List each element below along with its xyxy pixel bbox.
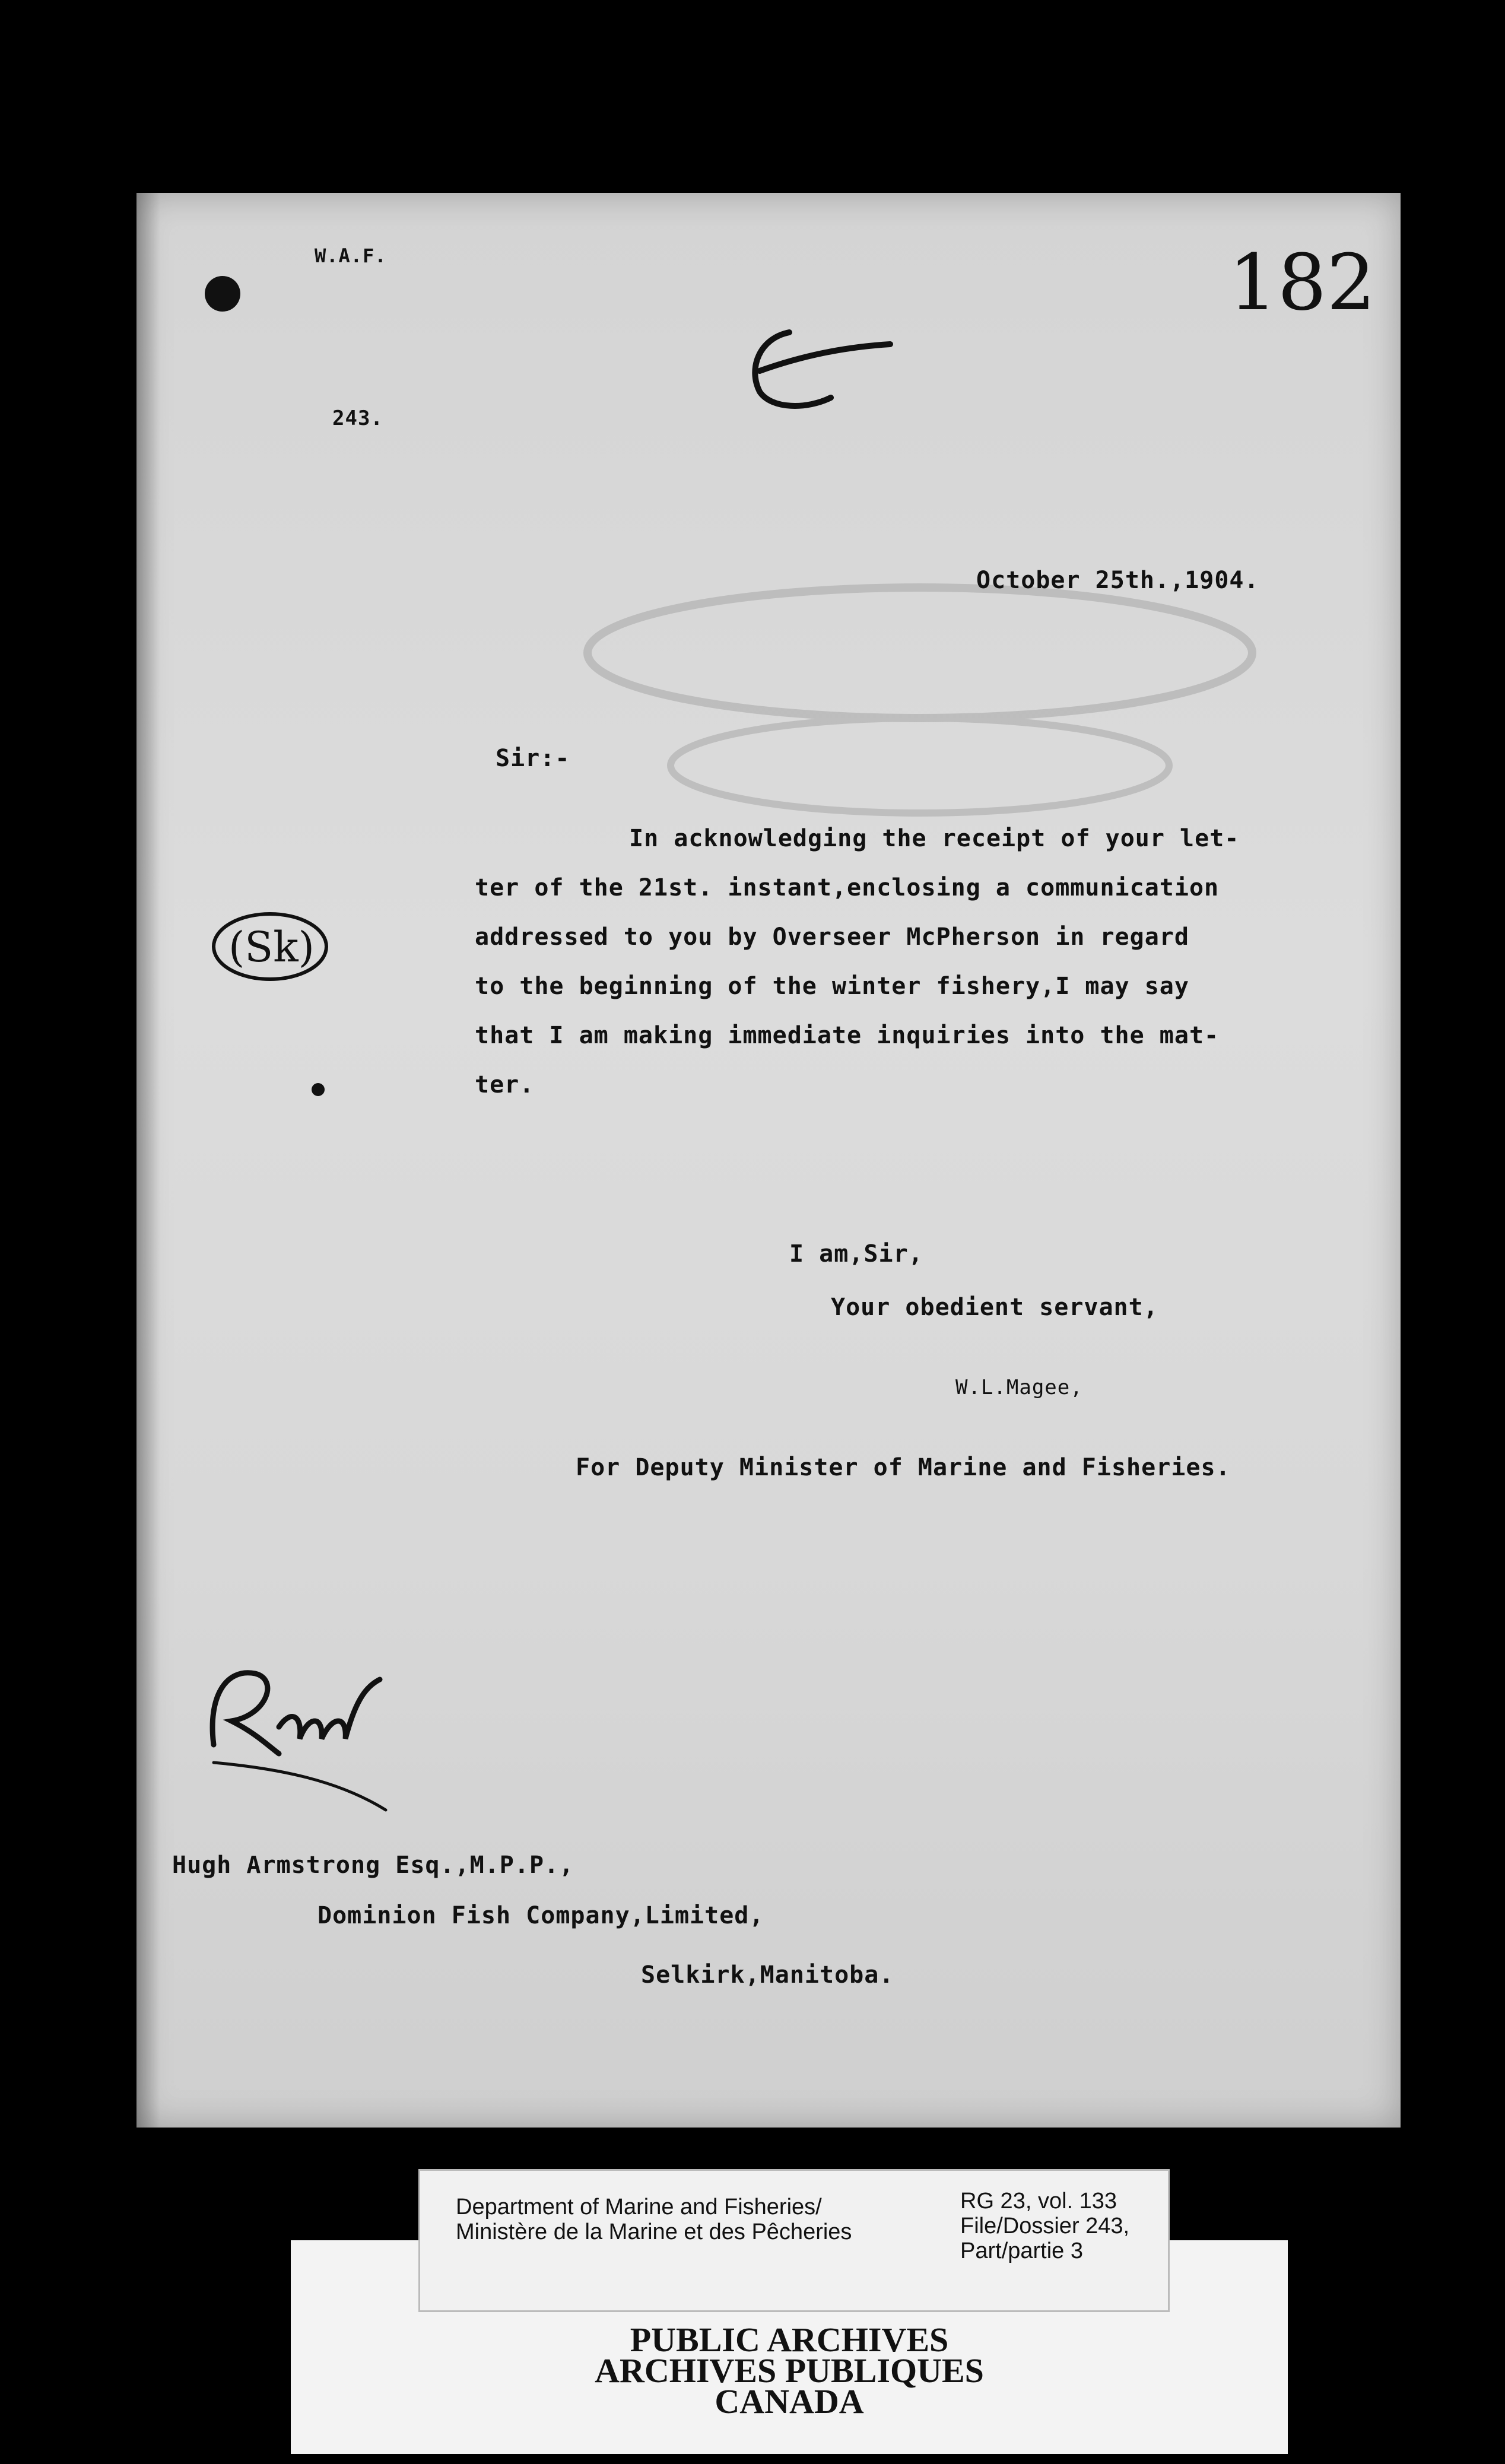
addressee-location: Selkirk,Manitoba. <box>641 1961 894 1989</box>
handwritten-e-mark <box>724 320 902 439</box>
body-line-1: In acknowledging the receipt of your let- <box>629 825 1240 852</box>
body-line-5: that I am making immediate inquiries into the mat- <box>475 1022 1220 1049</box>
closing-line-1: I am,Sir, <box>789 1240 923 1268</box>
letter-date: October 25th.,1904. <box>976 567 1259 594</box>
file-number: 243. <box>332 407 383 430</box>
page-number: 182 <box>1228 237 1376 328</box>
archives-stamp <box>291 2320 1288 2430</box>
archives-english: PUBLIC ARCHIVES <box>630 2320 949 2359</box>
body-line-2: ter of the 21st. instant,enclosing a communication <box>475 874 1220 901</box>
addressee-name: Hugh Armstrong Esq.,M.P.P., <box>172 1852 574 1879</box>
signatory-name: W.L.Magee, <box>955 1376 1083 1399</box>
closing-line-2: Your obedient servant, <box>831 1294 1158 1321</box>
archive-reference-label <box>418 2169 1170 2312</box>
addressee-company: Dominion Fish Company,Limited, <box>317 1902 764 1929</box>
salutation: Sir:- <box>496 745 570 772</box>
department-french: Ministère de la Marine et des Pêcheries <box>456 2219 852 2244</box>
page-shadow <box>136 193 160 2128</box>
handwritten-initials <box>190 1650 415 1828</box>
body-line-6: ter. <box>475 1071 535 1098</box>
signatory-title: For Deputy Minister of Marine and Fisheries. <box>576 1454 1231 1481</box>
record-group-volume: RG 23, vol. 133 <box>960 2189 1117 2214</box>
archives-country: CANADA <box>715 2382 864 2421</box>
archives-french: ARCHIVES PUBLIQUES <box>595 2351 984 2390</box>
sender-initials: W.A.F. <box>315 245 387 267</box>
margin-note: (Sk) <box>228 923 315 971</box>
bleed-through-stamp <box>564 570 1276 819</box>
ink-dot <box>312 1083 325 1096</box>
file-dossier: File/Dossier 243, <box>960 2214 1130 2238</box>
department-english: Department of Marine and Fisheries/ <box>456 2195 822 2219</box>
part-partie: Part/partie 3 <box>960 2238 1083 2263</box>
document-page <box>136 193 1401 2128</box>
punch-hole <box>205 276 240 312</box>
body-line-3: addressed to you by Overseer McPherson in regard <box>475 923 1189 951</box>
body-line-4: to the beginning of the winter fishery,I may say <box>475 973 1189 1000</box>
